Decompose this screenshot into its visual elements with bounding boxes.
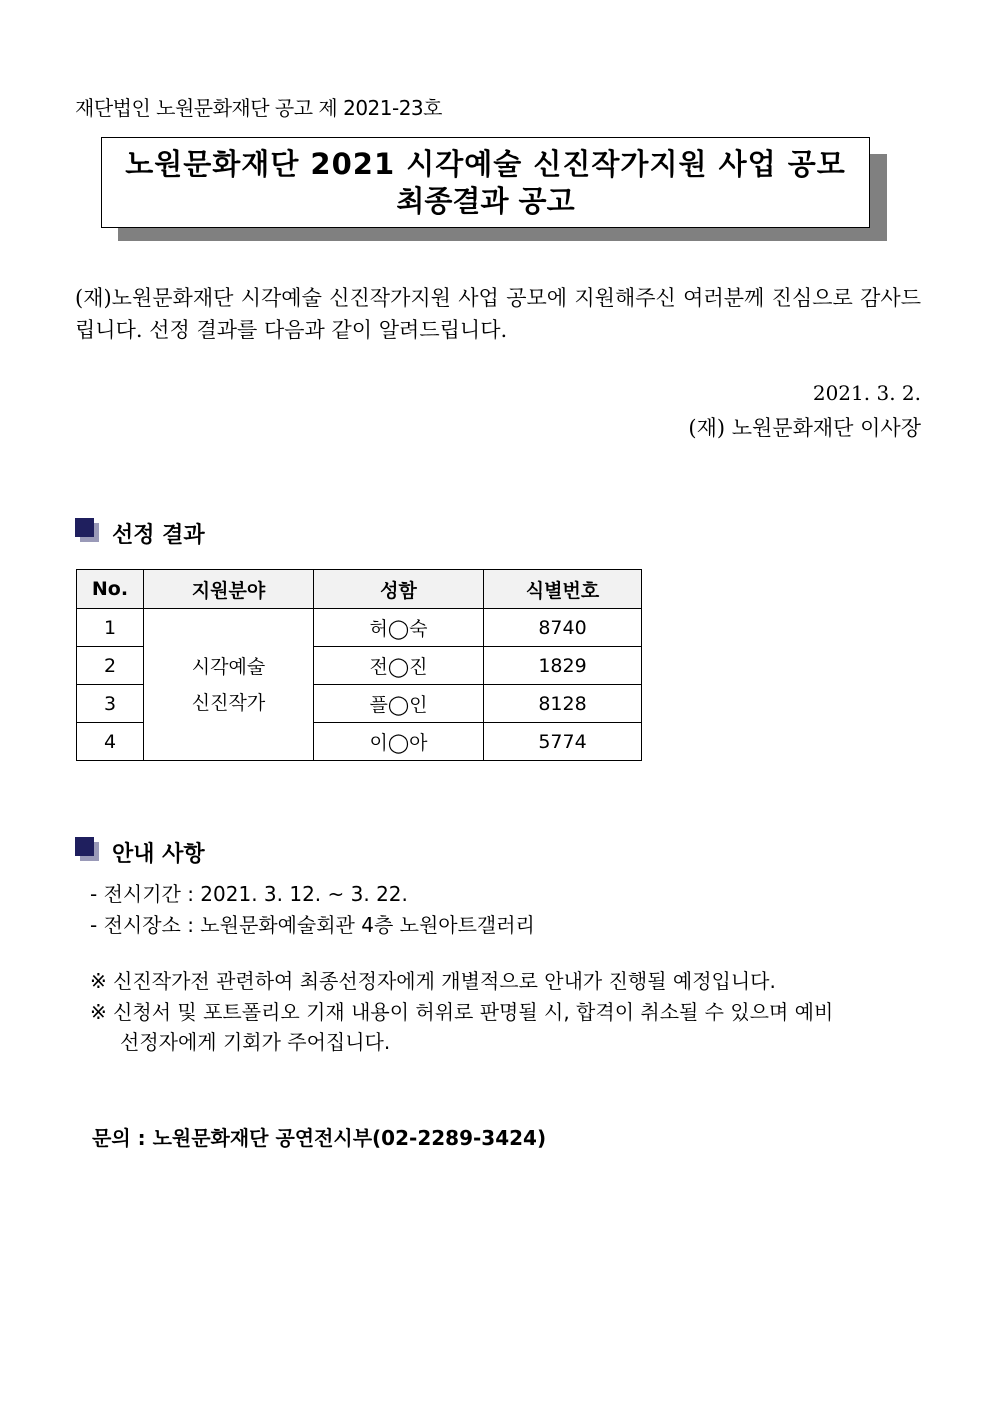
cell-no: 1 <box>77 609 144 647</box>
header-no: No. <box>77 570 144 609</box>
note-1: ※ 신진작가전 관련하여 최종선정자에게 개별적으로 안내가 진행될 예정입니다. <box>90 969 776 993</box>
cell-no: 4 <box>77 723 144 761</box>
contact-info: 문의 : 노원문화재단 공연전시부(02-2289-3424) <box>92 1126 547 1150</box>
title-line-1: 노원문화재단 2021 시각예술 신진작가지원 사업 공모 <box>125 147 846 181</box>
section-square-icon <box>75 837 99 861</box>
results-section-title: 선정 결과 <box>112 523 205 548</box>
field-line-1: 시각예술 <box>191 655 266 678</box>
exhibition-period: - 전시기간 : 2021. 3. 12. ~ 3. 22. <box>90 882 408 906</box>
notice-number: 재단법인 노원문화재단 공고 제 2021-23호 <box>75 96 442 120</box>
header-field: 지원분야 <box>144 570 314 609</box>
title-line-2: 최종결과 공고 <box>396 184 575 218</box>
cell-name: 전◯진 <box>314 647 484 685</box>
cell-id: 8740 <box>484 609 642 647</box>
signer: (재) 노원문화재단 이사장 <box>688 416 921 440</box>
note-2 <box>90 997 910 1057</box>
cell-id: 8128 <box>484 685 642 723</box>
intro-paragraph: (재)노원문화재단 시각예술 신진작가지원 사업 공모에 지원해주신 여러분께 진심으로 감사드립니다. 선정 결과를 다음과 같이 알려드립니다. <box>75 286 921 342</box>
cell-name: 플◯인 <box>314 685 484 723</box>
header-id: 식별번호 <box>484 570 642 609</box>
results-table <box>76 569 642 761</box>
cell-id: 1829 <box>484 647 642 685</box>
announcement-date: 2021. 3. 2. <box>812 381 921 405</box>
cell-name: 이◯아 <box>314 723 484 761</box>
title-box <box>101 137 870 228</box>
info-section-title: 안내 사항 <box>112 842 205 867</box>
cell-no: 2 <box>77 647 144 685</box>
cell-field <box>144 609 314 761</box>
cell-no: 3 <box>77 685 144 723</box>
exhibition-venue: - 전시장소 : 노원문화예술회관 4층 노원아트갤러리 <box>90 913 535 937</box>
field-line-2: 신진작가 <box>191 691 266 714</box>
section-square-icon <box>75 518 99 542</box>
note-2-line-2: 선정자에게 기회가 주어집니다. <box>120 1030 391 1054</box>
table-header-row <box>77 570 642 609</box>
cell-id: 5774 <box>484 723 642 761</box>
note-2-line-1: ※ 신청서 및 포트폴리오 기재 내용이 허위로 판명될 시, 합격이 취소될 수 있으며 예비 <box>90 1000 834 1024</box>
table-row <box>77 609 642 647</box>
cell-name: 허◯숙 <box>314 609 484 647</box>
header-name: 성함 <box>314 570 484 609</box>
